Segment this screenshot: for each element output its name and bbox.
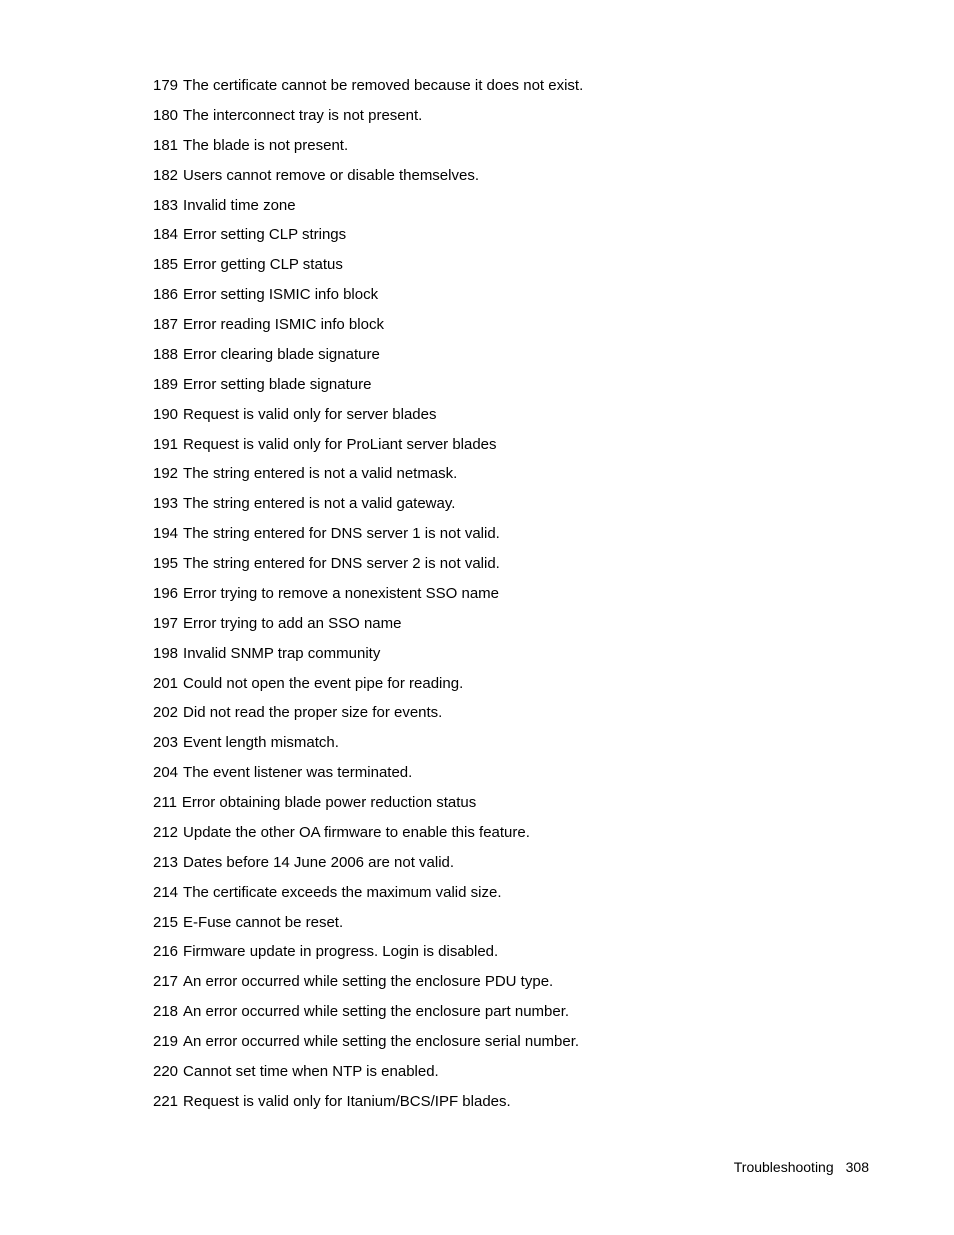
- error-message: The certificate exceeds the maximum valid size.: [183, 883, 502, 901]
- error-code: 192: [153, 465, 179, 483]
- error-list-item: [153, 881, 583, 911]
- error-list-item: [153, 940, 583, 970]
- error-list-item: [153, 283, 583, 313]
- error-code: 194: [153, 525, 179, 543]
- error-code: 189: [153, 375, 179, 393]
- error-list-item: [153, 373, 583, 403]
- error-code: 215: [153, 913, 179, 931]
- error-message: Error clearing blade signature: [183, 345, 380, 363]
- error-list-item: [153, 701, 583, 731]
- error-message: The event listener was terminated.: [183, 764, 413, 782]
- error-message: The blade is not present.: [183, 136, 349, 154]
- error-list-item: [153, 223, 583, 253]
- error-message: The string entered for DNS server 1 is not valid.: [183, 525, 500, 543]
- error-code: 202: [153, 704, 179, 722]
- error-code: 195: [153, 555, 179, 572]
- error-message: The certificate cannot be removed because it does not exist.: [183, 77, 584, 94]
- error-code: 180: [153, 106, 179, 124]
- error-list-item: [153, 672, 583, 702]
- error-code: 216: [153, 943, 179, 961]
- error-list-item: [153, 104, 583, 134]
- error-message: Users cannot remove or disable themselves.: [183, 166, 479, 184]
- error-message: An error occurred while setting the enclosure part number.: [183, 1003, 570, 1021]
- page-footer: [734, 1157, 869, 1177]
- error-code: 188: [153, 345, 179, 363]
- error-list-item: [153, 433, 583, 463]
- error-message: Request is valid only for Itanium/BCS/IPF blades.: [183, 1092, 511, 1110]
- error-code: 183: [153, 196, 179, 214]
- error-code: 203: [153, 734, 179, 752]
- error-message: The string entered is not a valid netmask.: [183, 465, 458, 483]
- error-code: 220: [153, 1062, 179, 1080]
- error-list-item: [153, 1060, 583, 1090]
- error-list-item: [153, 492, 583, 522]
- error-message: Error setting blade signature: [183, 375, 372, 393]
- error-list-item: [153, 911, 583, 941]
- error-code: 221: [153, 1092, 179, 1110]
- error-list-item: [153, 343, 583, 373]
- error-message: Error trying to remove a nonexistent SSO name: [183, 584, 500, 602]
- error-list-item: [153, 791, 583, 821]
- error-message: Invalid SNMP trap community: [183, 644, 381, 662]
- error-message: The interconnect tray is not present.: [183, 106, 423, 124]
- error-code: 181: [153, 136, 179, 154]
- error-message: Request is valid only for server blades: [183, 405, 437, 423]
- error-list-item: [153, 253, 583, 283]
- error-list-item: [153, 731, 583, 761]
- error-code: 218: [153, 1003, 179, 1021]
- error-list-item: [153, 1030, 583, 1060]
- error-list-item: [153, 164, 583, 194]
- error-code: 204: [153, 764, 179, 782]
- error-list-item: [153, 851, 583, 881]
- error-message: Could not open the event pipe for reading.: [183, 674, 464, 692]
- error-message: Dates before 14 June 2006 are not valid.: [183, 853, 455, 871]
- error-code: 211: [153, 794, 177, 811]
- error-code-list: [153, 74, 583, 1120]
- error-code: 213: [153, 853, 179, 871]
- error-message: The string entered for DNS server 2 is not valid.: [183, 555, 500, 572]
- error-list-item: [153, 761, 583, 791]
- error-code: 201: [153, 674, 179, 692]
- error-code: 219: [153, 1033, 179, 1050]
- error-message: Error setting CLP strings: [183, 226, 347, 244]
- error-message: Invalid time zone: [183, 196, 296, 214]
- error-code: 179: [153, 77, 179, 94]
- error-list-item: [153, 74, 583, 104]
- error-code: 212: [153, 823, 179, 841]
- error-message: Error reading ISMIC info block: [183, 316, 384, 333]
- error-message: Cannot set time when NTP is enabled.: [183, 1062, 439, 1080]
- error-message: Error getting CLP status: [183, 256, 343, 274]
- page-number: 308: [845, 1159, 869, 1175]
- footer-section-title: Troubleshooting: [733, 1159, 834, 1175]
- error-list-item: [153, 1090, 583, 1120]
- error-code: 191: [153, 435, 179, 453]
- error-list-item: [153, 582, 583, 612]
- error-list-item: [153, 552, 583, 582]
- error-code: 185: [153, 256, 179, 274]
- error-message: Error setting ISMIC info block: [183, 286, 379, 304]
- error-code: 182: [153, 166, 179, 184]
- error-message: Update the other OA firmware to enable this feature.: [183, 823, 530, 841]
- error-message: An error occurred while setting the enclosure serial number.: [183, 1033, 580, 1050]
- error-list-item: [153, 642, 583, 672]
- error-code: 217: [153, 973, 179, 991]
- error-code: 196: [153, 584, 179, 602]
- error-list-item: [153, 403, 583, 433]
- error-code: 198: [153, 644, 179, 662]
- error-message: Request is valid only for ProLiant server blades: [183, 435, 497, 453]
- error-message: Event length mismatch.: [183, 734, 339, 752]
- error-list-item: [153, 1000, 583, 1030]
- error-message: Error obtaining blade power reduction status: [181, 794, 477, 811]
- error-message: Did not read the proper size for events.: [183, 704, 443, 722]
- error-list-item: [153, 821, 583, 851]
- error-code: 197: [153, 614, 179, 632]
- error-message: E-Fuse cannot be reset.: [183, 913, 344, 931]
- error-code: 190: [153, 405, 179, 423]
- error-code: 184: [153, 226, 179, 244]
- error-list-item: [153, 522, 583, 552]
- error-list-item: [153, 134, 583, 164]
- error-code: 193: [153, 495, 179, 513]
- error-message: Error trying to add an SSO name: [183, 614, 402, 632]
- error-code: 187: [153, 316, 179, 333]
- error-list-item: [153, 970, 583, 1000]
- error-code: 214: [153, 883, 179, 901]
- error-list-item: [153, 313, 583, 343]
- error-list-item: [153, 462, 583, 492]
- error-code: 186: [153, 286, 179, 304]
- error-list-item: [153, 194, 583, 224]
- error-message: The string entered is not a valid gateway.: [183, 495, 456, 513]
- error-message: Firmware update in progress. Login is disabled.: [183, 943, 499, 961]
- error-list-item: [153, 612, 583, 642]
- error-message: An error occurred while setting the enclosure PDU type.: [183, 973, 554, 991]
